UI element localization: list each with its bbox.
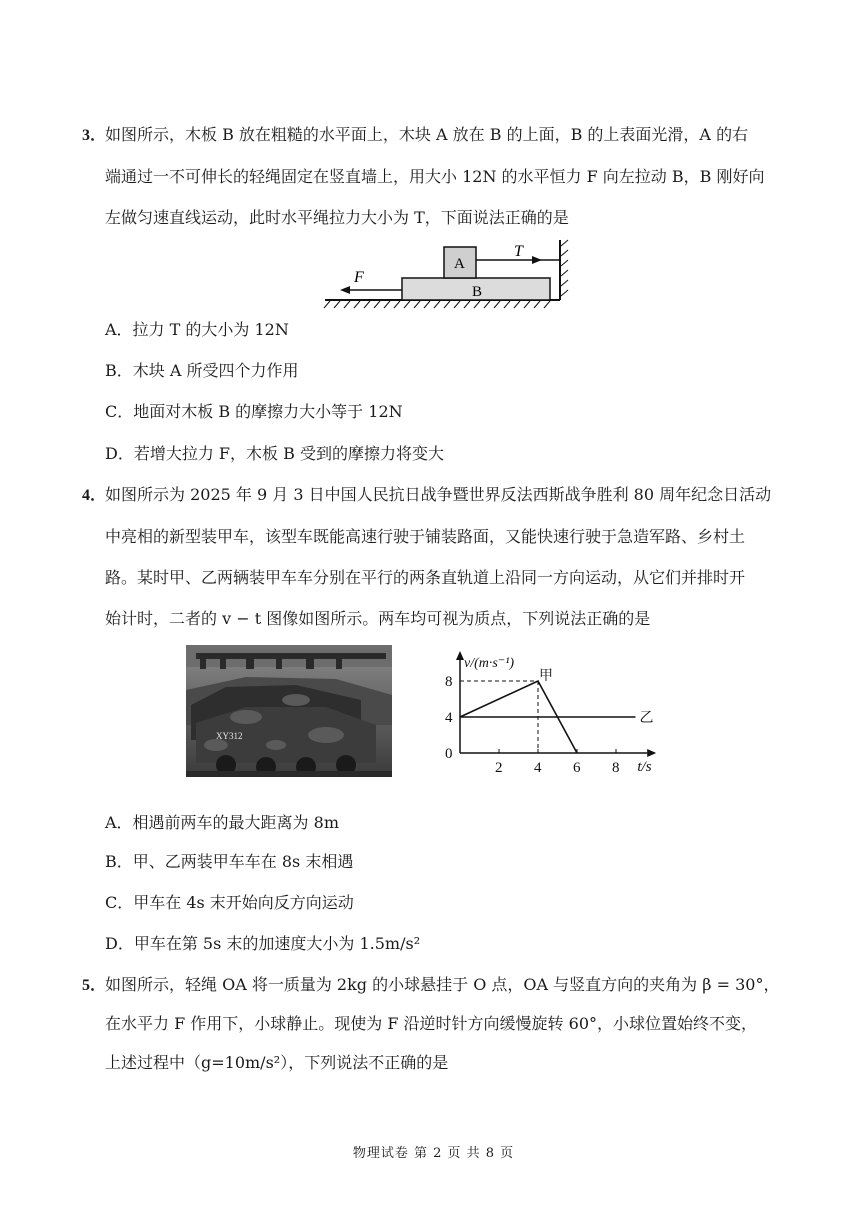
- label-T: T: [514, 243, 523, 260]
- q4-option-a: A．相遇前两车的最大距离为 8m: [105, 813, 339, 832]
- y-axis-arrow: [456, 651, 464, 660]
- y-tick-label: 4: [445, 710, 453, 726]
- q3-option-d: D．若增大拉力 F，木板 B 受到的摩擦力将变大: [105, 444, 444, 463]
- q4-text-line3: 路。某时甲、乙两辆装甲车车分别在平行的两条直轨道上沿同一方向运动，从它们并排时开: [105, 568, 746, 587]
- series-label-jia: 甲: [539, 669, 553, 684]
- x-axis-label: t/s: [637, 759, 652, 775]
- q4-option-b: B．甲、乙两装甲车车在 8s 末相遇: [105, 852, 354, 871]
- vehicle-plate: XY312: [216, 731, 243, 741]
- y-tick-label: 8: [445, 674, 453, 690]
- q4-number: 4．: [82, 487, 107, 504]
- x-tick-label: 6: [573, 760, 581, 776]
- q3-option-c: C．地面对木板 B 的摩擦力大小等于 12N: [105, 402, 403, 421]
- q4-text-line1: 如图所示为 2025 年 9 月 3 日中国人民抗日战争暨世界反法西斯战争胜利 80 周年纪念日活动: [105, 485, 772, 504]
- q3-text-line1: 如图所示，木板 B 放在粗糙的水平面上，木块 A 放在 B 的上面，B 的上表面光滑，A 的右: [105, 125, 749, 144]
- q3-option-a: A．拉力 T 的大小为 12N: [105, 320, 289, 339]
- q3-number: 3．: [82, 127, 107, 144]
- x-tick-label: 4: [534, 760, 542, 776]
- q4-text-line2: 中亮相的新型装甲车，该型车既能高速行驶于铺装路面，又能快速行驶于急造军路、乡村土: [105, 527, 746, 546]
- q5-text-line2: 在水平力 F 作用下，小球静止。现使为 F 沿逆时针方向缓慢旋转 60°，小球位置始终不变，: [105, 1014, 757, 1033]
- x-tick-label: 2: [495, 760, 503, 776]
- vt-chart: [440, 650, 660, 780]
- q5-text-line3: 上述过程中（g=10m/s²），下列说法不正确的是: [105, 1053, 449, 1072]
- q4-text-line4: 始计时，二者的 v − t 图像如图所示。两车均可视为质点，下列说法正确的是: [105, 609, 651, 628]
- x-axis-arrow: [647, 749, 656, 757]
- q3-text-line3: 左做匀速直线运动，此时水平绳拉力大小为 T，下面说法正确的是: [105, 208, 569, 227]
- label-A: A: [454, 256, 465, 272]
- label-B: B: [472, 284, 483, 300]
- x-tick-label: 8: [612, 760, 620, 776]
- q4-option-c: C．甲车在 4s 末开始向反方向运动: [105, 893, 354, 912]
- label-F: F: [354, 269, 364, 286]
- q3-figure: [320, 232, 580, 312]
- q4-option-d: D．甲车在第 5s 末的加速度大小为 1.5m/s²: [105, 934, 421, 953]
- series-label-yi: 乙: [639, 711, 654, 726]
- page-footer: 物理试卷 第 2 页 共 8 页: [352, 1146, 515, 1161]
- armored-vehicle-photo: [186, 645, 392, 777]
- q3-option-b: B．木块 A 所受四个力作用: [105, 361, 299, 380]
- q5-number: 5．: [82, 977, 107, 994]
- q3-text-line2: 端通过一不可伸长的轻绳固定在竖直墙上，用大小 12N 的水平恒力 F 向左拉动 B，B 刚好向: [105, 167, 765, 186]
- y-axis-label: v/(m·s⁻¹): [464, 656, 515, 671]
- y-tick-label: 0: [445, 746, 453, 762]
- q5-text-line1: 如图所示，轻绳 OA 将一质量为 2kg 的小球悬挂于 O 点，OA 与竖直方向的夹角为 β = 30°，: [105, 975, 780, 994]
